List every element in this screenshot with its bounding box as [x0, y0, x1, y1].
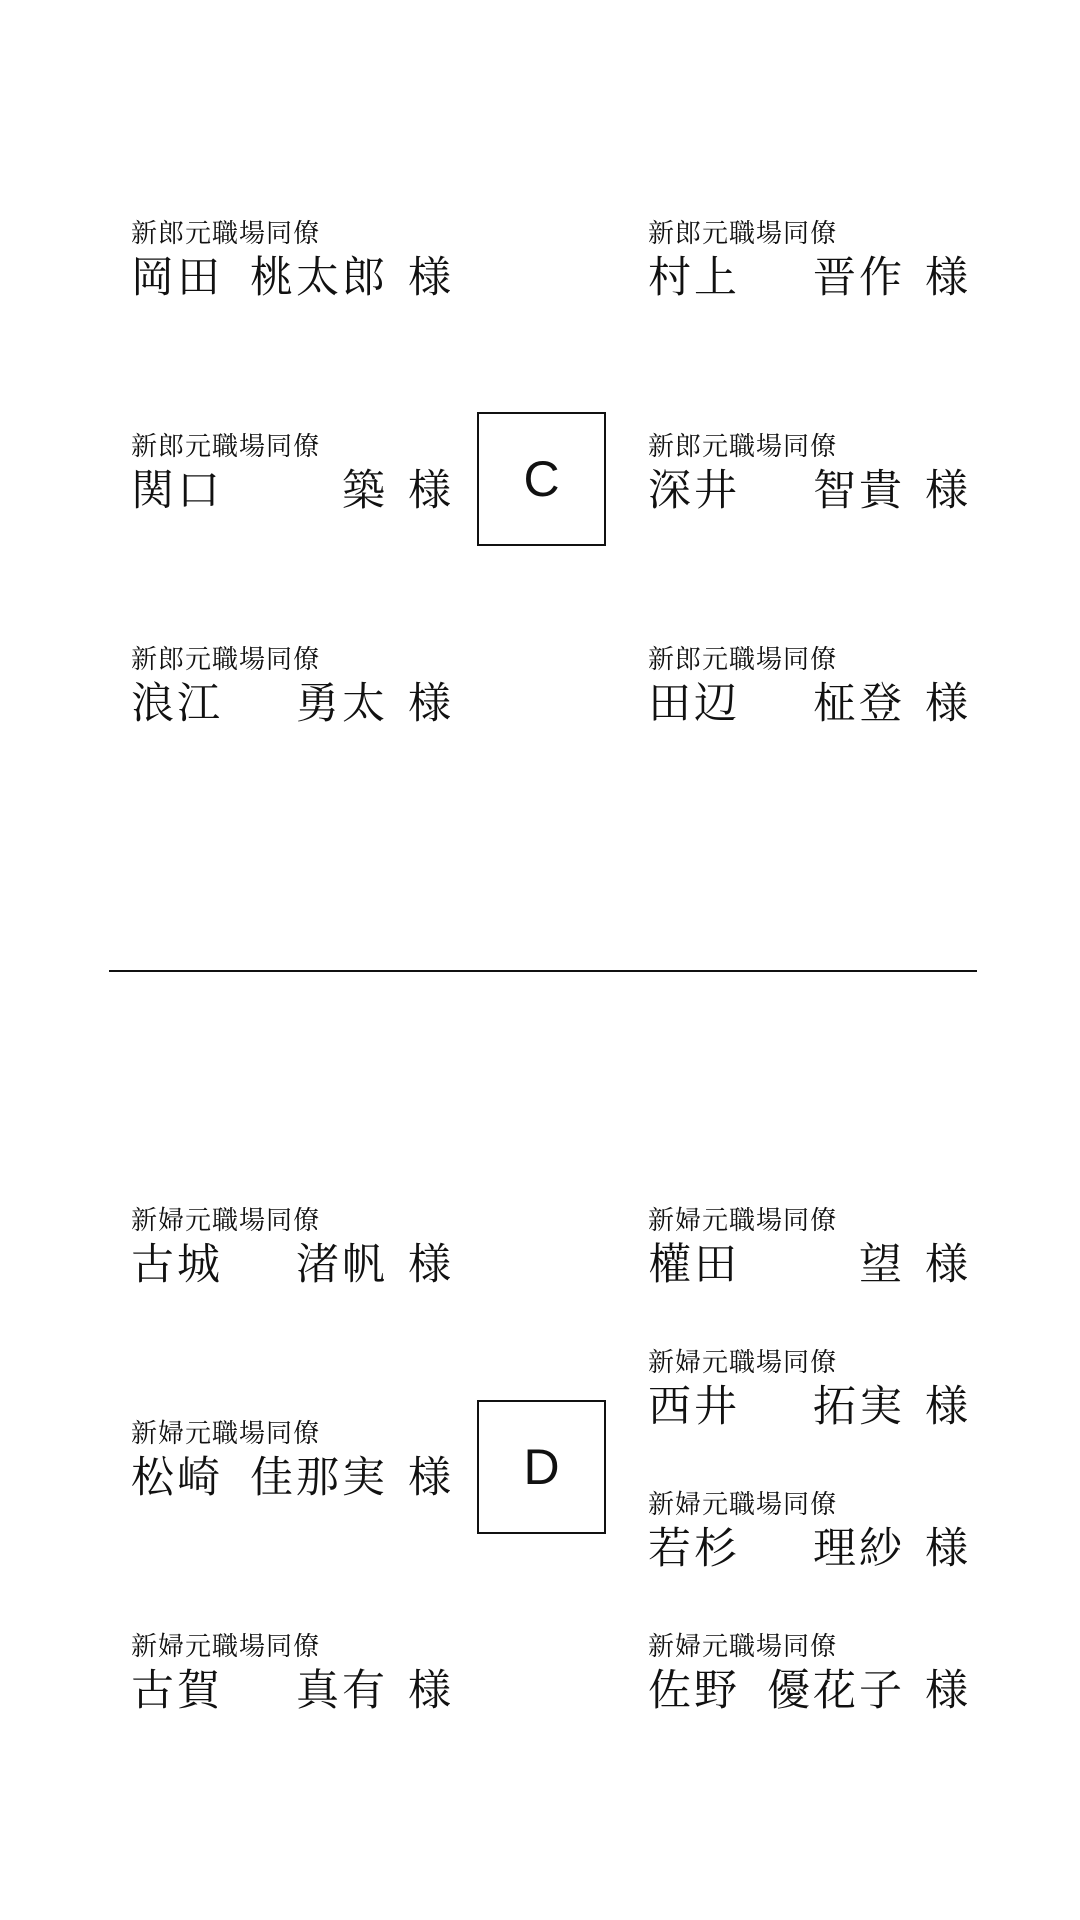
- guest-name: [648, 1523, 968, 1575]
- guest-honorific: 様: [408, 1240, 451, 1290]
- guest-relation: 新婦元職場同僚: [131, 1632, 321, 1662]
- guest-given-name: 智貴: [813, 466, 905, 516]
- guest-given-name: 望: [859, 1240, 905, 1290]
- guest-given-name: 優花子: [767, 1666, 905, 1716]
- guest-relation: 新郎元職場同僚: [131, 219, 321, 249]
- guest-relation: 新郎元職場同僚: [648, 432, 838, 462]
- guest-card: [648, 1631, 968, 1717]
- guest-name: [648, 252, 968, 304]
- guest-card: [648, 218, 968, 304]
- guest-family-name: 田辺: [648, 679, 740, 729]
- guest-name: [131, 465, 451, 517]
- guest-name: [648, 465, 968, 517]
- table-label: D: [523, 1439, 560, 1495]
- guest-card: [648, 1347, 968, 1433]
- guest-family-name: 若杉: [648, 1524, 740, 1574]
- guest-given-name: 渚帆: [296, 1240, 388, 1290]
- guest-name: [131, 1239, 451, 1291]
- guest-relation: 新郎元職場同僚: [131, 432, 321, 462]
- guest-given-name: 真有: [296, 1666, 388, 1716]
- guest-card: [131, 1418, 451, 1504]
- guest-card: [131, 218, 451, 304]
- guest-honorific: 様: [408, 679, 451, 729]
- guest-name: [131, 1452, 451, 1504]
- guest-name: [648, 1239, 968, 1291]
- guest-honorific: 様: [925, 679, 968, 729]
- guest-name: [648, 1381, 968, 1433]
- guest-honorific: 様: [408, 1453, 451, 1503]
- guest-honorific: 様: [925, 1524, 968, 1574]
- guest-given-name: 理紗: [813, 1524, 905, 1574]
- guest-family-name: 松崎: [131, 1453, 223, 1503]
- guest-card: [648, 1489, 968, 1575]
- guest-family-name: 関口: [131, 466, 223, 516]
- guest-card: [648, 1205, 968, 1291]
- guest-relation: 新郎元職場同僚: [648, 219, 838, 249]
- guest-relation: 新婦元職場同僚: [648, 1206, 838, 1236]
- guest-family-name: 浪江: [131, 679, 223, 729]
- guest-given-name: 拓実: [813, 1382, 905, 1432]
- guest-relation: 新婦元職場同僚: [648, 1348, 838, 1378]
- guest-family-name: 古賀: [131, 1666, 223, 1716]
- guest-honorific: 様: [925, 1240, 968, 1290]
- guest-honorific: 様: [408, 253, 451, 303]
- guest-relation: 新郎元職場同僚: [131, 645, 321, 675]
- guest-name: [648, 678, 968, 730]
- guest-given-name: 勇太: [296, 679, 388, 729]
- table-label-box: [477, 412, 606, 546]
- table-label: C: [523, 451, 560, 507]
- guest-given-name: 築: [342, 466, 388, 516]
- guest-card: [131, 1631, 451, 1717]
- guest-honorific: 様: [408, 1666, 451, 1716]
- guest-name: [648, 1665, 968, 1717]
- guest-family-name: 權田: [648, 1240, 740, 1290]
- section-divider: [109, 970, 977, 972]
- guest-name: [131, 1665, 451, 1717]
- guest-given-name: 佳那実: [250, 1453, 388, 1503]
- guest-relation: 新婦元職場同僚: [131, 1206, 321, 1236]
- guest-given-name: 晋作: [813, 253, 905, 303]
- guest-family-name: 深井: [648, 466, 740, 516]
- guest-given-name: 桃太郎: [250, 253, 388, 303]
- guest-honorific: 様: [925, 253, 968, 303]
- guest-honorific: 様: [925, 466, 968, 516]
- guest-relation: 新婦元職場同僚: [648, 1490, 838, 1520]
- guest-card: [131, 1205, 451, 1291]
- guest-card: [131, 431, 451, 517]
- guest-family-name: 西井: [648, 1382, 740, 1432]
- guest-honorific: 様: [408, 466, 451, 516]
- guest-name: [131, 252, 451, 304]
- guest-given-name: 柾登: [813, 679, 905, 729]
- guest-card: [648, 431, 968, 517]
- guest-family-name: 岡田: [131, 253, 223, 303]
- guest-relation: 新婦元職場同僚: [648, 1632, 838, 1662]
- guest-honorific: 様: [925, 1382, 968, 1432]
- guest-family-name: 佐野: [648, 1666, 740, 1716]
- guest-card: [648, 644, 968, 730]
- guest-name: [131, 678, 451, 730]
- guest-relation: 新郎元職場同僚: [648, 645, 838, 675]
- table-label-box: [477, 1400, 606, 1534]
- guest-card: [131, 644, 451, 730]
- guest-family-name: 古城: [131, 1240, 223, 1290]
- guest-honorific: 様: [925, 1666, 968, 1716]
- guest-relation: 新婦元職場同僚: [131, 1419, 321, 1449]
- guest-family-name: 村上: [648, 253, 740, 303]
